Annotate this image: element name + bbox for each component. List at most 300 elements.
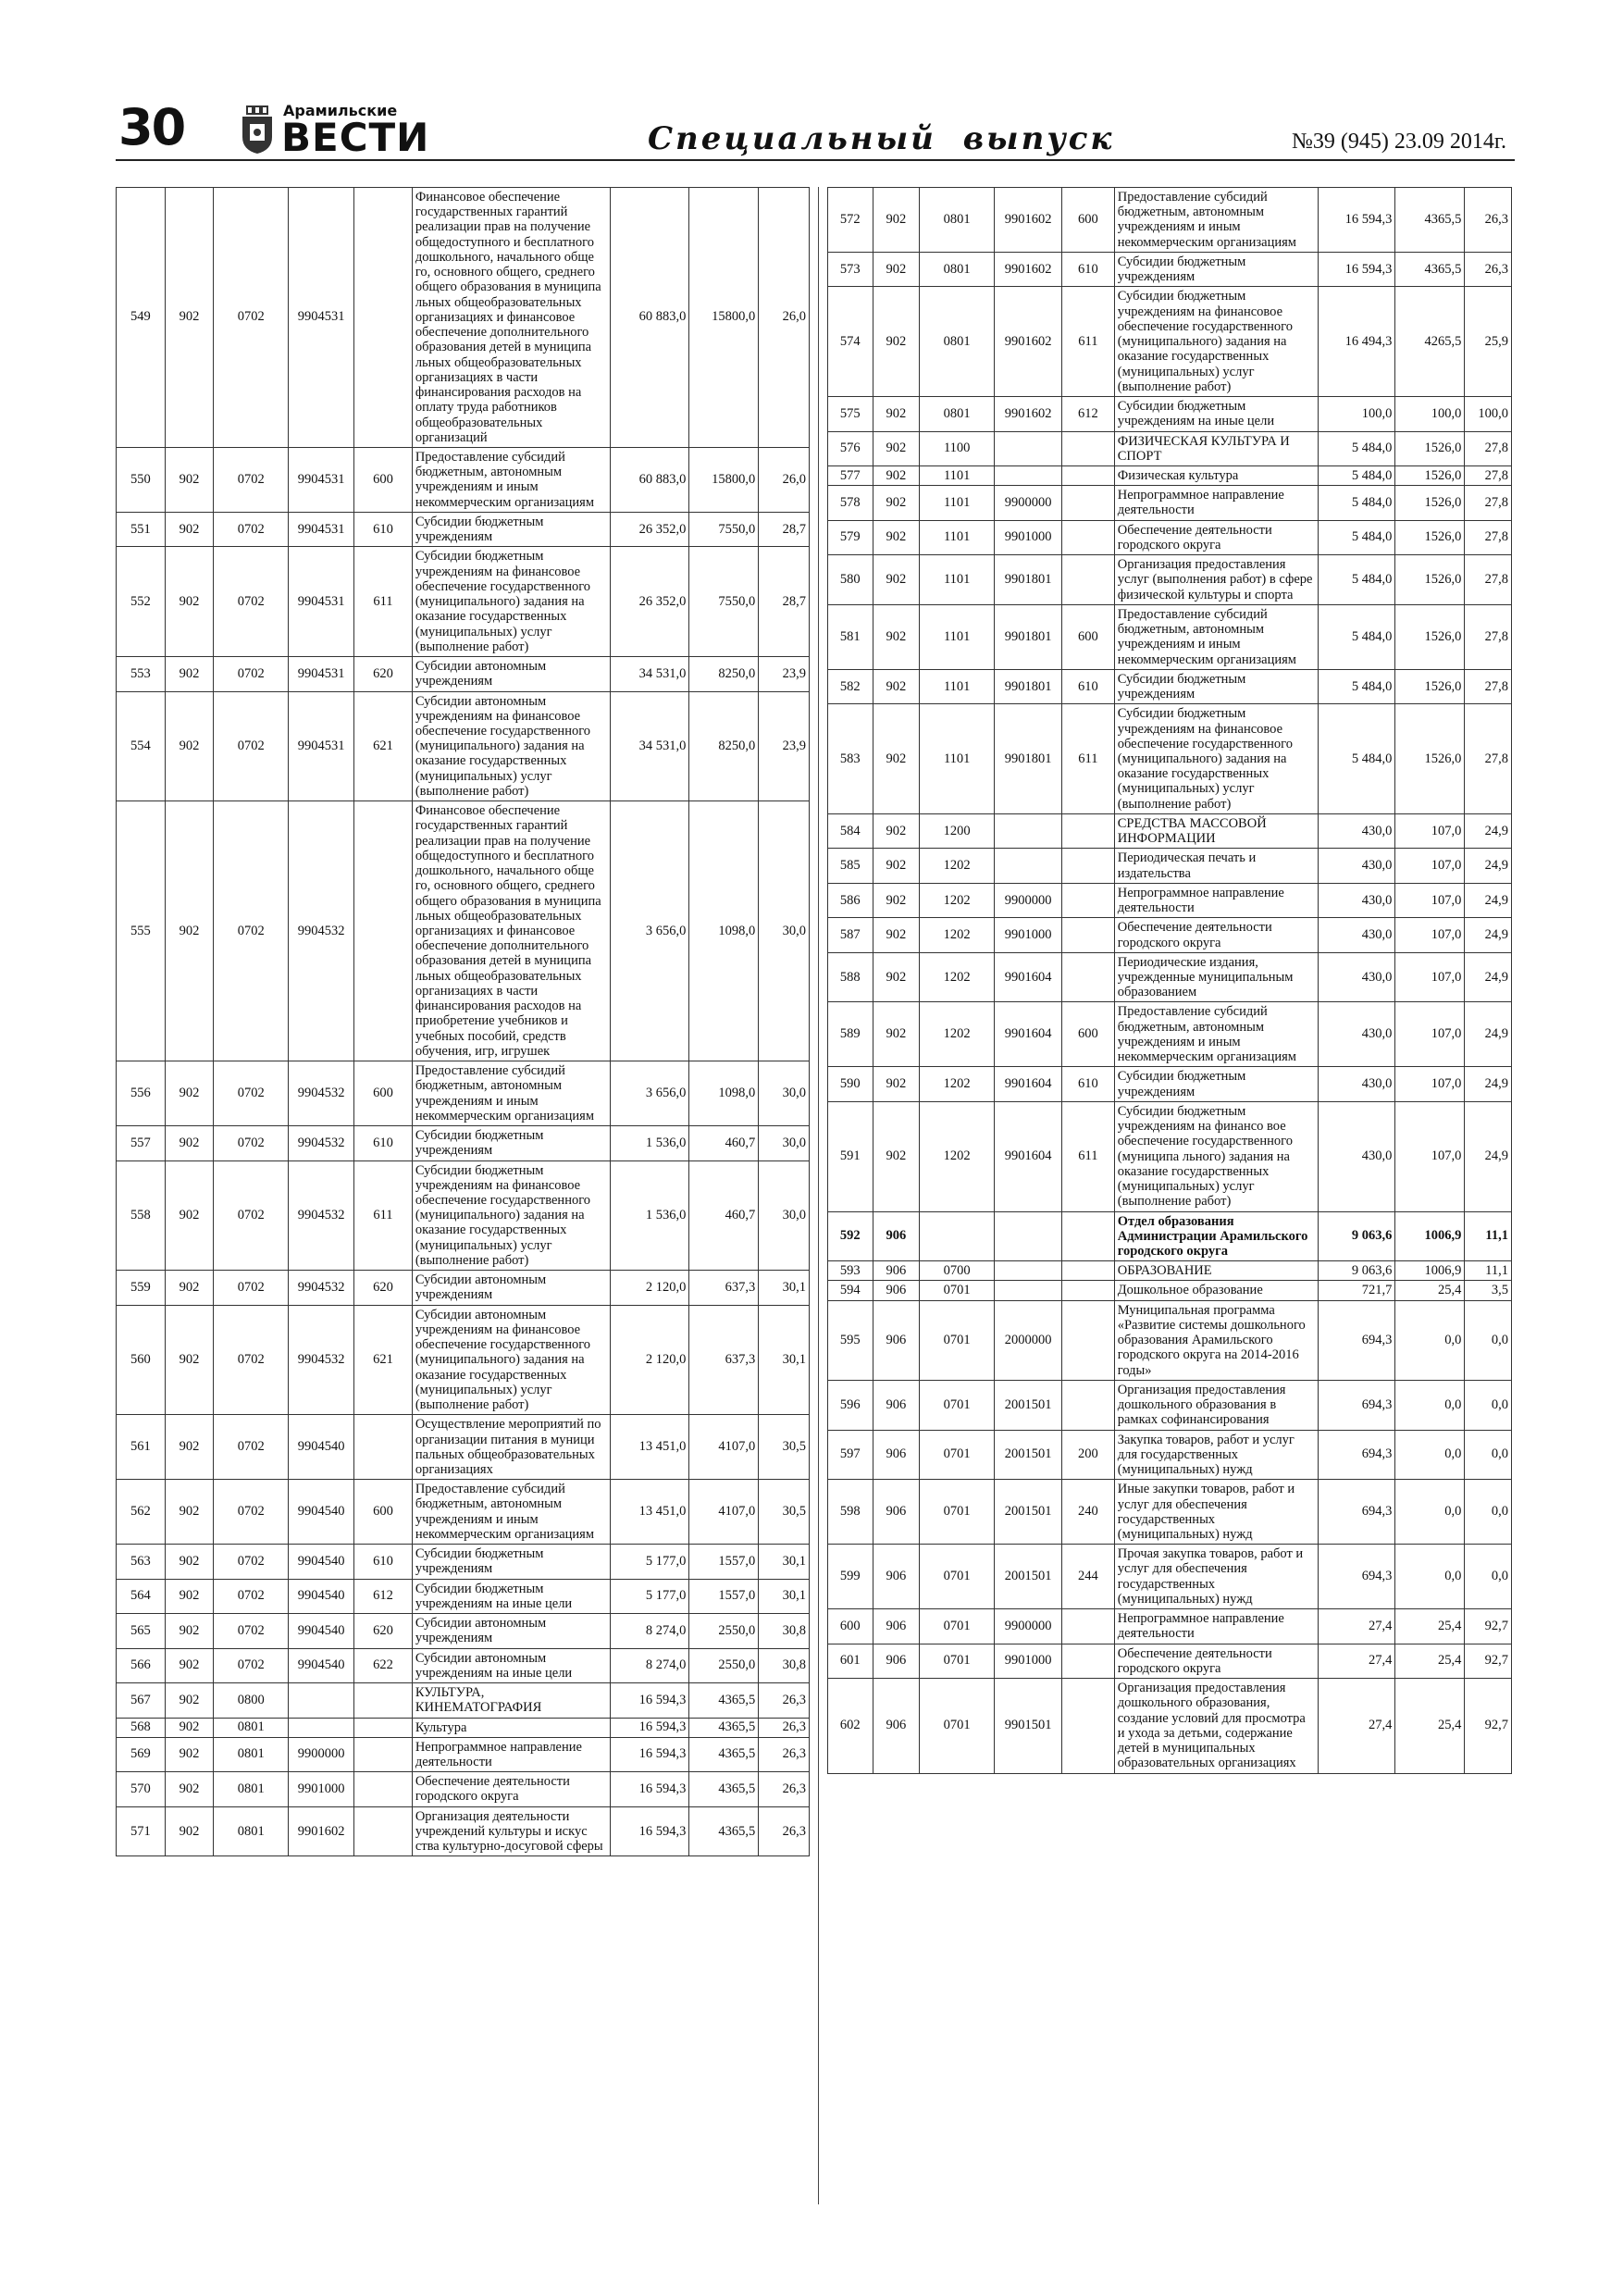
item-description: Субсидии бюджетным учреждениям [1114, 252, 1319, 286]
admin-code: 902 [873, 555, 920, 605]
item-description: Субсидии бюджетным учреждениям на финансо вое обеспечение государственного (муниципа льного) задания на оказание государственных (муниципальных) услуг (выполнение работ) [1114, 1101, 1319, 1211]
execution-percent: 24,9 [1465, 813, 1512, 848]
expense-type: 610 [354, 1126, 413, 1160]
item-description: Субсидии бюджетным учреждениям [412, 1126, 611, 1160]
item-description: СРЕДСТВА МАССОВОЙ ИНФОРМАЦИИ [1114, 813, 1319, 848]
item-description: Периодические издания, учрежденные муниципальным образованием [1114, 952, 1319, 1002]
executed: 0,0 [1395, 1430, 1465, 1480]
expense-type [1062, 1679, 1115, 1773]
executed: 107,0 [1395, 1067, 1465, 1101]
item-description: Отдел образования Администрации Арамильского городского округа [1114, 1211, 1319, 1261]
item-description: Субсидии бюджетным учреждениям на иные цели [412, 1579, 611, 1613]
annual-plan: 8 274,0 [611, 1648, 689, 1682]
target-code: 9901000 [995, 1644, 1062, 1678]
item-description: Организация деятельности учреждений культуры и искус ства культурно-досуговой сферы [412, 1806, 611, 1856]
row-number: 579 [828, 520, 873, 554]
section-code: 0801 [920, 188, 995, 253]
target-code: 9904532 [289, 801, 354, 1061]
execution-percent: 92,7 [1465, 1609, 1512, 1644]
admin-code: 902 [165, 1772, 214, 1806]
section-code: 1101 [920, 520, 995, 554]
item-description: Муниципальная программа «Развитие системы дошкольного образования Арамильского городского округа на 2014-2016 годы» [1114, 1300, 1319, 1380]
execution-percent: 30,0 [759, 801, 810, 1061]
item-description: Предоставление субсидий бюджетным, автономным учреждениям и иным некоммерческим организациям [412, 447, 611, 512]
item-description: Дошкольное образование [1114, 1281, 1319, 1300]
expense-type [354, 1737, 413, 1771]
executed: 637,3 [689, 1271, 759, 1305]
row-number: 565 [117, 1614, 166, 1648]
target-code: 9901604 [995, 952, 1062, 1002]
item-description: Субсидии автономным учреждениям [412, 657, 611, 691]
execution-percent: 100,0 [1465, 397, 1512, 431]
left-column [116, 187, 810, 1856]
annual-plan: 34 531,0 [611, 657, 689, 691]
admin-code: 902 [873, 952, 920, 1002]
expense-type: 621 [354, 1305, 413, 1415]
execution-percent: 26,3 [759, 1806, 810, 1856]
item-description: Непрограммное направление деятельности [412, 1737, 611, 1771]
executed: 25,4 [1395, 1281, 1465, 1300]
annual-plan: 5 177,0 [611, 1545, 689, 1579]
target-code: 9901604 [995, 1067, 1062, 1101]
table-row [828, 1261, 1512, 1281]
header-rule [116, 159, 1515, 161]
executed: 4365,5 [1395, 188, 1465, 253]
table-row [117, 1126, 810, 1160]
section-code: 0801 [920, 252, 995, 286]
row-number: 593 [828, 1261, 873, 1281]
table-row [828, 1430, 1512, 1480]
item-description: КУЛЬТУРА, КИНЕМАТОГРАФИЯ [412, 1683, 611, 1718]
execution-percent: 27,8 [1465, 555, 1512, 605]
execution-percent: 11,1 [1465, 1261, 1512, 1281]
admin-code: 902 [165, 1160, 214, 1271]
execution-percent: 27,8 [1465, 604, 1512, 669]
item-description: Обеспечение деятельности городского округа [1114, 520, 1319, 554]
target-code: 9901801 [995, 669, 1062, 703]
row-number: 577 [828, 465, 873, 485]
target-code: 9901604 [995, 1002, 1062, 1067]
section-code: 0701 [920, 1679, 995, 1773]
expense-type [354, 1806, 413, 1856]
table-row [117, 1160, 810, 1271]
table-row [117, 657, 810, 691]
execution-percent: 28,7 [759, 547, 810, 657]
executed: 1526,0 [1395, 604, 1465, 669]
execution-percent: 27,8 [1465, 520, 1512, 554]
admin-code: 902 [165, 1415, 214, 1480]
right-column [827, 187, 1512, 1774]
execution-percent: 24,9 [1465, 883, 1512, 917]
section-code: 0801 [214, 1806, 289, 1856]
row-number: 587 [828, 918, 873, 952]
table-row [828, 1545, 1512, 1609]
column-divider [818, 187, 819, 2204]
annual-plan: 60 883,0 [611, 447, 689, 512]
target-code: 2001501 [995, 1430, 1062, 1480]
section-code: 0702 [214, 512, 289, 546]
target-code: 9900000 [995, 486, 1062, 520]
section-code: 0701 [920, 1480, 995, 1545]
expense-type: 200 [1062, 1430, 1115, 1480]
execution-percent: 26,3 [759, 1718, 810, 1737]
table-row [117, 1772, 810, 1806]
target-code: 9900000 [995, 883, 1062, 917]
annual-plan: 5 484,0 [1319, 604, 1395, 669]
section-code: 1101 [920, 604, 995, 669]
annual-plan: 16 594,3 [1319, 188, 1395, 253]
table-row [828, 188, 1512, 253]
item-description: Предоставление субсидий бюджетным, автономным учреждениям и иным некоммерческим организациям [412, 1480, 611, 1545]
section-code [920, 1211, 995, 1261]
target-code: 9901000 [289, 1772, 354, 1806]
execution-percent: 24,9 [1465, 1002, 1512, 1067]
section-code: 0702 [214, 1579, 289, 1613]
execution-percent: 30,1 [759, 1271, 810, 1305]
annual-plan: 694,3 [1319, 1430, 1395, 1480]
annual-plan: 3 656,0 [611, 1061, 689, 1126]
annual-plan: 16 594,3 [611, 1718, 689, 1737]
expense-type: 612 [1062, 397, 1115, 431]
execution-percent: 30,0 [759, 1126, 810, 1160]
annual-plan: 430,0 [1319, 952, 1395, 1002]
row-number: 562 [117, 1480, 166, 1545]
section-code: 0801 [214, 1718, 289, 1737]
admin-code: 902 [873, 397, 920, 431]
expense-type [354, 1415, 413, 1480]
admin-code: 902 [165, 447, 214, 512]
execution-percent: 92,7 [1465, 1679, 1512, 1773]
execution-percent: 27,8 [1465, 704, 1512, 814]
executed: 4365,5 [689, 1718, 759, 1737]
annual-plan: 694,3 [1319, 1300, 1395, 1380]
row-number: 554 [117, 691, 166, 801]
annual-plan: 430,0 [1319, 813, 1395, 848]
executed: 1526,0 [1395, 669, 1465, 703]
row-number: 575 [828, 397, 873, 431]
table-row [117, 1545, 810, 1579]
row-number: 600 [828, 1609, 873, 1644]
budget-table-right [827, 187, 1512, 1774]
expense-type [354, 801, 413, 1061]
execution-percent: 30,1 [759, 1305, 810, 1415]
annual-plan: 5 484,0 [1319, 486, 1395, 520]
section-code: 0702 [214, 1061, 289, 1126]
section-code: 0701 [920, 1380, 995, 1430]
table-row [117, 1579, 810, 1613]
row-number: 559 [117, 1271, 166, 1305]
execution-percent: 30,5 [759, 1415, 810, 1480]
execution-percent: 26,3 [1465, 252, 1512, 286]
admin-code: 902 [165, 547, 214, 657]
row-number: 566 [117, 1648, 166, 1682]
table-row [117, 691, 810, 801]
executed: 4365,5 [689, 1737, 759, 1771]
executed: 1557,0 [689, 1579, 759, 1613]
execution-percent: 0,0 [1465, 1300, 1512, 1380]
executed: 0,0 [1395, 1380, 1465, 1430]
admin-code: 902 [873, 849, 920, 883]
expense-type [1062, 465, 1115, 485]
admin-code: 902 [873, 918, 920, 952]
execution-percent: 30,8 [759, 1614, 810, 1648]
annual-plan: 430,0 [1319, 918, 1395, 952]
executed: 8250,0 [689, 657, 759, 691]
executed: 0,0 [1395, 1300, 1465, 1380]
annual-plan: 16 594,3 [1319, 252, 1395, 286]
executed: 4365,5 [1395, 252, 1465, 286]
execution-percent: 27,8 [1465, 486, 1512, 520]
expense-type [1062, 952, 1115, 1002]
annual-plan: 5 484,0 [1319, 431, 1395, 465]
item-description: Прочая закупка товаров, работ и услуг для обеспечения государственных (муниципальных) нужд [1114, 1545, 1319, 1609]
table-row [117, 1061, 810, 1126]
target-code: 9904540 [289, 1545, 354, 1579]
annual-plan: 26 352,0 [611, 512, 689, 546]
table-row [828, 287, 1512, 397]
item-description: Осуществление мероприятий по организации питания в муници пальных общеобразовательных организациях [412, 1415, 611, 1480]
item-description: Субсидии бюджетным учреждениям [412, 512, 611, 546]
target-code: 9901604 [995, 1101, 1062, 1211]
section-code: 1200 [920, 813, 995, 848]
expense-type [1062, 918, 1115, 952]
execution-percent: 30,5 [759, 1480, 810, 1545]
annual-plan: 5 484,0 [1319, 520, 1395, 554]
target-code: 9904531 [289, 447, 354, 512]
executed: 460,7 [689, 1160, 759, 1271]
admin-code: 902 [873, 669, 920, 703]
admin-code: 902 [873, 431, 920, 465]
execution-percent: 26,3 [759, 1772, 810, 1806]
admin-code: 906 [873, 1300, 920, 1380]
executed: 107,0 [1395, 952, 1465, 1002]
page-header [0, 0, 1623, 167]
annual-plan: 27,4 [1319, 1679, 1395, 1773]
execution-percent: 24,9 [1465, 1101, 1512, 1211]
section-code: 0702 [214, 188, 289, 448]
expense-type [1062, 520, 1115, 554]
row-number: 590 [828, 1067, 873, 1101]
target-code: 9904532 [289, 1271, 354, 1305]
executed: 107,0 [1395, 849, 1465, 883]
target-code: 9904540 [289, 1648, 354, 1682]
expense-type: 611 [354, 547, 413, 657]
row-number: 563 [117, 1545, 166, 1579]
row-number: 550 [117, 447, 166, 512]
admin-code: 902 [873, 287, 920, 397]
admin-code: 902 [873, 1067, 920, 1101]
annual-plan: 2 120,0 [611, 1305, 689, 1415]
table-row [828, 1480, 1512, 1545]
admin-code: 902 [165, 1648, 214, 1682]
admin-code: 902 [165, 1480, 214, 1545]
admin-code: 902 [873, 813, 920, 848]
admin-code: 906 [873, 1211, 920, 1261]
section-code: 0702 [214, 1614, 289, 1648]
annual-plan: 60 883,0 [611, 188, 689, 448]
section-code: 0702 [214, 1160, 289, 1271]
expense-type: 600 [354, 447, 413, 512]
target-code: 9904532 [289, 1126, 354, 1160]
table-row [117, 1305, 810, 1415]
target-code: 9904531 [289, 547, 354, 657]
row-number: 602 [828, 1679, 873, 1773]
executed: 1526,0 [1395, 555, 1465, 605]
crest-icon [239, 104, 276, 155]
annual-plan: 34 531,0 [611, 691, 689, 801]
section-code: 0702 [214, 691, 289, 801]
table-row [117, 801, 810, 1061]
target-code: 9904540 [289, 1614, 354, 1648]
annual-plan: 9 063,6 [1319, 1211, 1395, 1261]
annual-plan: 5 484,0 [1319, 465, 1395, 485]
item-description: Предоставление субсидий бюджетным, автономным учреждениям и иным некоммерческим организациям [1114, 1002, 1319, 1067]
section-code: 1202 [920, 1101, 995, 1211]
row-number: 552 [117, 547, 166, 657]
admin-code: 902 [873, 704, 920, 814]
annual-plan: 16 594,3 [611, 1737, 689, 1771]
row-number: 599 [828, 1545, 873, 1609]
item-description: Обеспечение деятельности городского округа [412, 1772, 611, 1806]
section-code: 0801 [214, 1772, 289, 1806]
section-code: 1202 [920, 918, 995, 952]
row-number: 574 [828, 287, 873, 397]
item-description: Периодическая печать и издательства [1114, 849, 1319, 883]
table-row [828, 1002, 1512, 1067]
annual-plan: 694,3 [1319, 1380, 1395, 1430]
admin-code: 906 [873, 1679, 920, 1773]
row-number: 556 [117, 1061, 166, 1126]
execution-percent: 0,0 [1465, 1480, 1512, 1545]
execution-percent: 25,9 [1465, 287, 1512, 397]
executed: 25,4 [1395, 1679, 1465, 1773]
item-description: Непрограммное направление деятельности [1114, 486, 1319, 520]
item-description: Субсидии бюджетным учреждениям на финансовое обеспечение государственного (муниципального) задания на оказание государственных (муниципальных) услуг (выполнение работ) [1114, 287, 1319, 397]
table-row [828, 431, 1512, 465]
item-description: Субсидии бюджетным учреждениям на финансовое обеспечение государственного (муниципального) задания на оказание государственных (муниципальных) услуг (выполнение работ) [412, 547, 611, 657]
execution-percent: 30,8 [759, 1648, 810, 1682]
table-row [117, 1806, 810, 1856]
target-code: 9901602 [995, 188, 1062, 253]
executed: 2550,0 [689, 1614, 759, 1648]
admin-code: 906 [873, 1380, 920, 1430]
item-description: Предоставление субсидий бюджетным, автономным учреждениям и иным некоммерческим организациям [412, 1061, 611, 1126]
executed: 1098,0 [689, 801, 759, 1061]
execution-percent: 24,9 [1465, 1067, 1512, 1101]
expense-type: 610 [354, 1545, 413, 1579]
section-code: 0701 [920, 1300, 995, 1380]
target-code: 9901602 [289, 1806, 354, 1856]
execution-percent: 92,7 [1465, 1644, 1512, 1678]
executed: 1098,0 [689, 1061, 759, 1126]
table-row [828, 604, 1512, 669]
expense-type: 620 [354, 657, 413, 691]
annual-plan: 16 494,3 [1319, 287, 1395, 397]
row-number: 580 [828, 555, 873, 605]
execution-percent: 26,0 [759, 447, 810, 512]
admin-code: 902 [165, 1061, 214, 1126]
target-code: 9904531 [289, 188, 354, 448]
row-number: 567 [117, 1683, 166, 1718]
item-description: Непрограммное направление деятельности [1114, 883, 1319, 917]
row-number: 584 [828, 813, 873, 848]
admin-code: 902 [165, 1305, 214, 1415]
target-code: 9904540 [289, 1579, 354, 1613]
admin-code: 902 [165, 188, 214, 448]
row-number: 557 [117, 1126, 166, 1160]
section-code: 0702 [214, 1545, 289, 1579]
admin-code: 902 [873, 520, 920, 554]
executed: 1526,0 [1395, 465, 1465, 485]
target-code [289, 1718, 354, 1737]
admin-code: 902 [873, 883, 920, 917]
table-row [828, 918, 1512, 952]
row-number: 596 [828, 1380, 873, 1430]
logo-title: ВЕСТИ [281, 115, 430, 160]
executed: 107,0 [1395, 918, 1465, 952]
admin-code: 902 [165, 691, 214, 801]
section-code: 0702 [214, 447, 289, 512]
expense-type: 611 [1062, 704, 1115, 814]
row-number: 581 [828, 604, 873, 669]
item-description: Непрограммное направление деятельности [1114, 1609, 1319, 1644]
executed: 1526,0 [1395, 431, 1465, 465]
execution-percent: 23,9 [759, 691, 810, 801]
target-code: 9901801 [995, 604, 1062, 669]
target-code: 9904540 [289, 1480, 354, 1545]
section-code: 0801 [920, 287, 995, 397]
section-code: 0701 [920, 1545, 995, 1609]
target-code: 9900000 [995, 1609, 1062, 1644]
item-description: Финансовое обеспечение государственных гарантий реализации прав на получение общедоступного и бесплатного дошкольного, начального обще го, основного общего, среднего общего образования в муниципа льных общеобразовательных организациях и финансовое обеспечение дополнительного образования детей в муниципа льных общеобразовательных организациях в части финансирования расходов на приобретение учебников и учебных пособий, средств обучения, игр, игрушек [412, 801, 611, 1061]
target-code: 9904531 [289, 691, 354, 801]
table-row [828, 704, 1512, 814]
admin-code: 906 [873, 1644, 920, 1678]
execution-percent: 27,8 [1465, 431, 1512, 465]
admin-code: 902 [165, 1683, 214, 1718]
execution-percent: 11,1 [1465, 1211, 1512, 1261]
admin-code: 906 [873, 1480, 920, 1545]
admin-code: 902 [165, 657, 214, 691]
execution-percent: 0,0 [1465, 1430, 1512, 1480]
row-number: 560 [117, 1305, 166, 1415]
annual-plan: 694,3 [1319, 1545, 1395, 1609]
row-number: 568 [117, 1718, 166, 1737]
executed: 107,0 [1395, 1002, 1465, 1067]
executed: 460,7 [689, 1126, 759, 1160]
admin-code: 902 [165, 512, 214, 546]
target-code [995, 465, 1062, 485]
table-row [828, 520, 1512, 554]
annual-plan: 8 274,0 [611, 1614, 689, 1648]
expense-type: 621 [354, 691, 413, 801]
annual-plan: 26 352,0 [611, 547, 689, 657]
section-code: 1101 [920, 704, 995, 814]
executed: 2550,0 [689, 1648, 759, 1682]
annual-plan: 5 484,0 [1319, 669, 1395, 703]
annual-plan: 13 451,0 [611, 1415, 689, 1480]
section-code: 1202 [920, 1002, 995, 1067]
expense-type [354, 1718, 413, 1737]
expense-type: 611 [1062, 287, 1115, 397]
target-code [289, 1683, 354, 1718]
item-description: Субсидии бюджетным учреждениям на иные цели [1114, 397, 1319, 431]
executed: 4107,0 [689, 1480, 759, 1545]
target-code: 9901602 [995, 287, 1062, 397]
target-code: 9904540 [289, 1415, 354, 1480]
expense-type: 600 [1062, 604, 1115, 669]
executed: 7550,0 [689, 512, 759, 546]
